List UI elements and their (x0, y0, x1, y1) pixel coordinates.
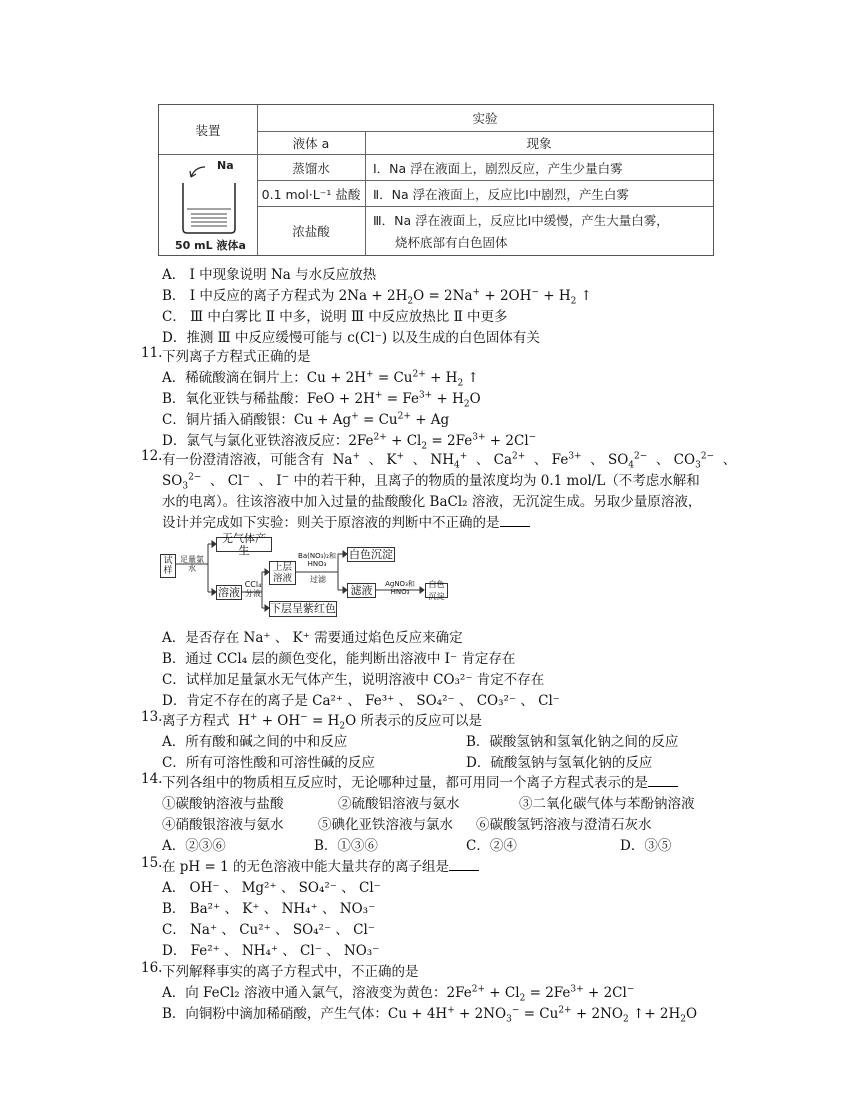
q10-option-d: D．推测 Ⅲ 中反应缓慢可能与 c(Cl⁻) 以及生成的白色固体有关 (162, 330, 540, 346)
flow-white-ppt-2: 白色沉淀 (425, 583, 448, 598)
row1-phenomenon: Ⅰ．Na 浮在液面上，剧烈反应，产生少量白雾 (373, 160, 623, 176)
q14-stem (162, 771, 678, 791)
experiment-flow-diagram (158, 531, 448, 622)
q12-option-b: B．通过 CCl₄ 层的颜色变化，能判断出溶液中 I⁻ 肯定存在 (162, 651, 516, 667)
header-liquid: 液体 a (292, 135, 330, 151)
q14-option-b: B．①③⑥ (314, 838, 378, 854)
q16-stem: 下列解释事实的离子方程式中，不正确的是 (162, 964, 419, 980)
q16-option-b (162, 1002, 698, 1025)
answer-blank (449, 858, 479, 871)
q11-option-a-text: A．稀硫酸滴在铜片上： (162, 370, 307, 386)
flow-filter-label: 过滤 (310, 575, 326, 584)
header-apparatus: 装置 (195, 122, 221, 138)
q10-equation: $2Na + 2H_2O = 2Na^+ + 2OH^- + H_2$ ↑ (338, 287, 592, 307)
q13-option-d: D．硫酸氢钠与氢氧化钠的反应 (466, 755, 653, 771)
q12-ion-list-2: $SO_3^{2-}$ 、 Cl− 、 I− (162, 472, 290, 492)
q14-option-d: D．③⑤ (620, 838, 672, 854)
q11-b-equation: FeO + $2H^+ = Fe^{3+} + H_2O$ (306, 390, 481, 410)
q10-option-b (162, 284, 592, 307)
q11-c-equation: $Cu + Ag^+ = Cu^{2+} + Ag$ (293, 411, 450, 428)
q11-option-d (162, 429, 537, 452)
q11-option-b-text: B．氧化亚铁与稀盐酸： (162, 391, 307, 407)
q11-option-b (162, 387, 481, 410)
q11-stem: 下列离子方程式正确的是 (162, 349, 311, 365)
q12-line4 (162, 511, 530, 531)
q14-option-a: A．②③⑥ (162, 838, 226, 854)
header-phenomenon: 现象 (526, 135, 552, 151)
q11-option-a (162, 366, 479, 389)
q15-option-a: A． OH⁻ 、 Mg²⁺ 、 SO₄²⁻ 、 Cl⁻ (162, 880, 381, 896)
answer-blank (500, 514, 530, 527)
q13-stem-text-1: 离子方程式 $H^+ + OH^- = H_2O$ (162, 712, 357, 732)
q14-item-5: ⑤碘化亚铁溶液与氯水 (318, 817, 453, 833)
q10-option-a: A． Ⅰ 中现象说明 Na 与水反应放热 (162, 267, 377, 283)
q14-option-c: C．②④ (466, 838, 517, 854)
q14-stem-text: 下列各组中的物质相互反应时，无论哪种过量，都可用同一个离子方程式表示的是 (162, 775, 648, 791)
q15-option-c: C． Na⁺ 、 Cu²⁺ 、 SO₄²⁻ 、 Cl⁻ (162, 922, 375, 938)
flow-solution: 溶液 (218, 585, 240, 599)
answer-blank (648, 774, 678, 787)
flow-cl2-label: 足量氯水 (180, 555, 204, 573)
flow-lower-layer: 下层呈紫红色 (270, 602, 336, 615)
q15-option-d: D． Fe²⁺ 、 NH₄⁺ 、 Cl⁻ 、 NO₃⁻ (162, 943, 380, 959)
q11-number: 11. (141, 345, 163, 361)
q16-a-equation: $2Fe^{2+} + Cl_2 = 2Fe^{3+} + 2Cl^-$ (446, 984, 635, 1004)
q15-number: 15. (141, 855, 163, 871)
q14-item-1: ①碳酸钠溶液与盐酸 (162, 796, 284, 812)
q14-item-3: ③二氧化碳气体与苯酚钠溶液 (519, 796, 695, 812)
row3-phenomenon-cont: 烧杯底部有白色固体 (395, 235, 508, 250)
q14-item-4: ④硝酸银溶液与氨水 (162, 817, 284, 833)
flow-no-gas: 无气体产生 (216, 537, 272, 552)
q14-item-6: ⑥碳酸氢钙溶液与澄清石灰水 (476, 817, 652, 833)
q12-option-d: D．肯定不存在的离子是 Ca²⁺ 、 Fe³⁺ 、 SO₄²⁻ 、 CO₃²⁻ 、 Cl⁻ (162, 693, 560, 709)
flow-reagent2: AgNO₃和HNO₃ (385, 580, 415, 596)
q13-number: 13. (141, 709, 163, 725)
beaker-label: 50 mL 液体a (175, 239, 246, 252)
q13-stem-text-2: 所表示的反应可以是 (356, 713, 482, 729)
q16-option-b-text: B．向铜粉中滴加稀硝酸，产生气体： (162, 1006, 388, 1022)
q12-number: 12. (141, 448, 163, 464)
row1-liquid: 蒸馏水 (292, 160, 330, 176)
header-experiment: 实验 (472, 111, 498, 126)
flow-sample: 试样 (160, 554, 176, 578)
flow-upper-layer: 上层溶液 (269, 561, 296, 585)
q11-option-c-text: C．铜片插入硝酸银： (162, 412, 294, 428)
row3-phenomenon: Ⅲ．Na 浮在液面上，反应比Ⅰ中缓慢，产生大量白雾， (373, 213, 669, 228)
na-label: Na (217, 159, 234, 172)
flow-ccl4-label: CCl₄分液 (244, 580, 262, 598)
q11-a-equation: $Cu + 2H^+ = Cu^{2+} + H_2$ ↑ (306, 369, 479, 389)
beaker-diagram (165, 157, 253, 253)
q16-number: 16. (141, 960, 163, 976)
q12-line2 (162, 469, 700, 492)
q11-d-equation: $2Fe^{2+} + Cl_2 = 2Fe^{3+} + 2Cl^-$ (348, 432, 537, 452)
q15-stem (162, 855, 479, 875)
q13-option-b: B．碳酸氢钠和氢氧化钠之间的反应 (466, 734, 679, 750)
q11-option-c (162, 408, 449, 428)
q14-number: 14. (141, 771, 163, 787)
q10-option-b-text: B． Ⅰ 中反应的离子方程式为 (162, 288, 339, 304)
q13-option-a: A．所有酸和碱之间的中和反应 (162, 734, 348, 750)
q12-line1-text: 有一份澄清溶液，可能含有 (162, 452, 324, 468)
row2-liquid: 0.1 mol·L⁻¹ 盐酸 (261, 186, 361, 202)
q11-option-d-text: D．氯气与氯化亚铁溶液反应： (162, 433, 349, 449)
q12-line4-text: 设计并完成如下实验：则关于原溶液的判断中不正确的是 (162, 515, 500, 531)
q16-option-a-text: A．向 FeCl₂ 溶液中通入氯气，溶液变为黄色： (162, 985, 447, 1001)
q15-option-b: B． Ba²⁺ 、 K⁺ 、 NH₄⁺ 、 NO₃⁻ (162, 901, 376, 917)
q13-stem (162, 709, 482, 732)
q12-line2-text: 中的若干种，且离子的物质的量浓度均为 0.1 mol/L（不考虑水解和 (293, 473, 700, 489)
q13-option-c: C．所有可溶性酸和可溶性碱的反应 (162, 755, 375, 771)
q15-stem-text: 在 pH = 1 的无色溶液中能大量共存的离子组是 (162, 859, 449, 875)
q12-option-c: C．试样加足量氯水无气体产生，说明溶液中 CO₃²⁻ 肯定不存在 (162, 672, 545, 688)
q12-option-a: A．是否存在 Na⁺ 、 K⁺ 需要通过焰色反应来确定 (162, 630, 463, 646)
q14-item-2: ②硫酸铝溶液与氨水 (338, 796, 460, 812)
q10-option-c: C． Ⅲ 中白雾比 Ⅱ 中多，说明 Ⅲ 中反应放热比 Ⅱ 中更多 (162, 309, 508, 325)
q16-b-equation: $Cu + 4H^+ + 2NO_3^- = Cu^{2+} + 2NO_2$ ↑+ $2H_2O$ (387, 1005, 698, 1025)
row3-liquid: 浓盐酸 (292, 224, 330, 239)
q12-ion-list: Na+ 、 K+ 、 $NH_4^+$ 、 $Ca^{2+}$ 、 $Fe^{3+}$ 、 $SO_4^{2-}$ 、 $CO_3^{2-}$ 、 (324, 451, 737, 471)
experiment-table (158, 104, 714, 256)
q12-line3: 水的电离）。往该溶液中加入过量的盐酸酸化 BaCl₂ 溶液，无沉淀生成。另取少量原溶液， (162, 494, 702, 510)
q16-option-a (162, 981, 635, 1004)
flow-reagent1: Ba(NO₃)₂和HNO₃ (298, 552, 336, 568)
q12-line1 (162, 448, 737, 471)
flow-white-ppt-1: 白色沉淀 (349, 547, 393, 561)
row2-phenomenon: Ⅱ．Na 浮在液面上，反应比Ⅰ中剧烈，产生白雾 (373, 186, 629, 202)
flow-filtrate: 滤液 (347, 583, 376, 598)
